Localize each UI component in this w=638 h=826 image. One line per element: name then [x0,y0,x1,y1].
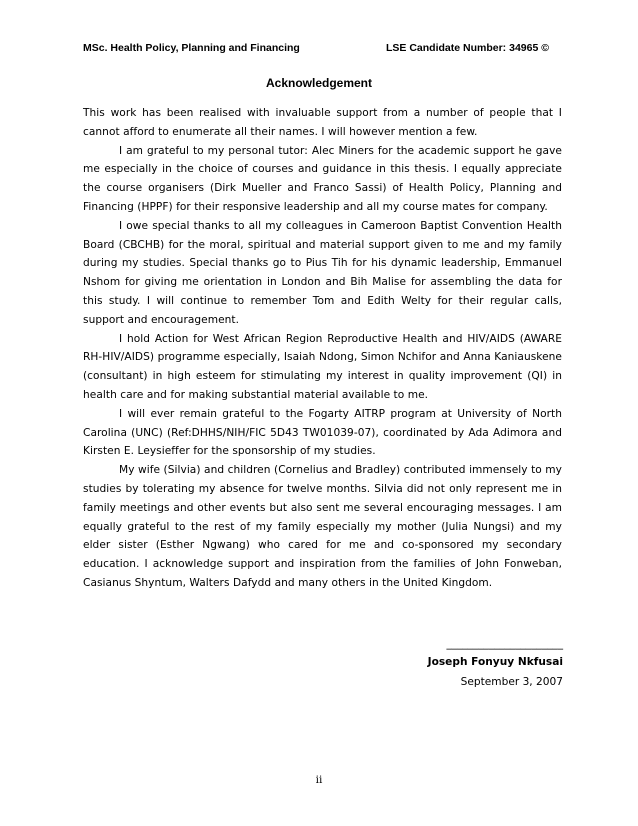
paragraph: I owe special thanks to all my colleagues in Cameroon Baptist Convention Health Board (CBCHB) for the moral, spiritual and material support given to me and my family during my studies. Special thanks go to Pius Tih for his dynamic leadership, Emmanuel Nshom for giving me orientation in London and Bih Malise for assembling the data for this study. I will continue to remember Tom and Edith Welty for their regular calls, support and encouragement. [83,219,562,326]
paragraph: This work has been realised with invaluable support from a number of people that I cannot afford to enumerate all their names. I will however mention a few. [83,107,562,138]
page-number: ii [315,774,323,786]
page-header [83,42,558,56]
signatory-name: Joseph Fonyuy Nkfusai [427,656,563,668]
paragraph: I will ever remain grateful to the Fogarty AITRP program at University of North Carolina (UNC) (Ref:DHHS/NIH/FIC 5D43 TW01039-07), coordinated by Ada Adimora and Kirsten E. Leysieffer for the sponsorship of my studies. [83,407,562,458]
page-title: Acknowledgement [265,76,373,90]
paragraph: My wife (Silvia) and children (Cornelius and Bradley) contributed immensely to my studies by tolerating my absence for twelve months. Silvia did not only represent me in family meetings and other events but also sent me several encouraging messages. I am equally grateful to the rest of my family especially my mother (Julia Nungsi) and my elder sister (Esther Ngwang) who cared for me and co-sponsored my secondary education. I acknowledge support and inspiration from the families of John Fonweban, Casianus Shyntum, Walters Dafydd and many others in the United Kingdom. [83,464,562,589]
acknowledgement-body [83,104,562,593]
header-course-title: MSc. Health Policy, Planning and Financing [83,42,300,54]
signature-block [428,637,563,689]
signature-date: September 3, 2007 [460,676,563,688]
signature-line: ______________________ [446,638,563,650]
paragraph: I hold Action for West African Region Reproductive Health and HIV/AIDS (AWARE RH-HIV/AIDS) programme especially, Isaiah Ndong, Simon Nchifor and Anna Kaniauskene (consultant) in high esteem for stimulating my interest in quality improvement (QI) in health care and for making substantial material available to me. [83,332,562,401]
header-candidate-number: LSE Candidate Number: 34965 © [386,42,549,54]
paragraph: I am grateful to my personal tutor: Alec Miners for the academic support he gave me especially in the choice of courses and guidance in this thesis. I equally appreciate the course organisers (Dirk Mueller and Franco Sassi) of Health Policy, Planning and Financing (HPPF) for their responsive leadership and all my course mates for company. [83,144,562,213]
